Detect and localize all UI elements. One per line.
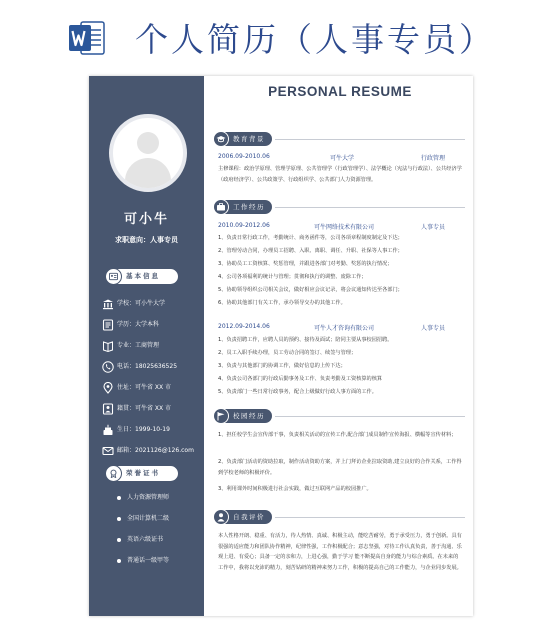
info-value: 可牛省 XX 市	[135, 384, 172, 391]
info-email	[102, 444, 194, 458]
info-value: 大学本科	[135, 321, 160, 328]
info-label: 学历：	[117, 321, 136, 328]
birthday-icon	[102, 424, 114, 436]
duty-item: 2、员工入职手续办理，员工劳动合同的签订、续签与管理；	[218, 350, 357, 356]
education-courses: 主修课程：政治学原理、管理学原理、公共管理学（行政管理学）、法学概论（宪法与行政法）、公共经济学（政府经济学）、公共政策学、行政组织学、公共部门人力资源管理。	[218, 166, 462, 183]
self-eval-label: 自我评价	[233, 513, 265, 521]
certificate-item	[117, 534, 163, 543]
info-value: 工商管理	[135, 342, 160, 349]
info-label: 籍贯：	[117, 405, 136, 412]
job-row	[218, 323, 468, 333]
campus-item: 2、负责部门活动的资助拉取，制作活动资助方案，并上门拜访企业拉取资助,建立良好的合作关系，工作得到学校老师的积极评价。	[218, 459, 462, 476]
job-company: 可牛网络技术有限公司	[314, 224, 375, 231]
phone-icon	[102, 361, 114, 373]
duty-item: 2、管理劳动合同，办理员工招聘、入职、离职、调任、升职、社保等人事工作；	[218, 248, 403, 254]
user-icon	[213, 509, 229, 525]
education-label: 教育背景	[233, 135, 265, 143]
campus-item: 3、利用课外时间积极进行社会实践，做过互联网产品的校园推广。	[218, 486, 372, 492]
certificate-label: 英语六级证书	[127, 536, 164, 543]
certificate-item	[117, 555, 169, 564]
education-school: 可牛大学	[330, 155, 355, 162]
info-phone	[102, 360, 177, 374]
major-icon	[102, 340, 114, 352]
duty-item: 1、负责日常行政工作，考勤统计、商务函件等，公司各项章程制度制定及下达；	[218, 235, 403, 241]
document-header	[0, 0, 560, 72]
info-address	[102, 381, 171, 395]
certificate-item	[117, 492, 169, 501]
info-value: 18025636525	[135, 363, 178, 370]
info-major	[102, 339, 159, 353]
resume-sidebar	[89, 76, 204, 616]
certificate-label: 人力资源管理师	[127, 494, 170, 501]
school-icon	[102, 298, 114, 310]
duty-item: 5、负责部门一些日常行政事务，配合上级做好行政人事方面的工作。	[218, 389, 377, 395]
self-eval-heading	[214, 510, 272, 524]
info-label: 学校：	[117, 300, 136, 307]
duty-item: 3、协助员工工资核算、奖惩管理，并跟进各部门对考勤、奖惩的执行情况；	[218, 261, 393, 267]
certificate-label: 全国计算机二级	[127, 515, 170, 522]
hometown-icon	[102, 403, 114, 415]
honor-heading	[106, 466, 178, 481]
divider	[275, 139, 465, 140]
info-value: 1999-10-19	[135, 426, 170, 433]
location-icon	[102, 382, 114, 394]
basic-info-heading	[106, 269, 178, 284]
award-icon	[105, 465, 122, 482]
info-school	[102, 297, 165, 311]
self-eval-text: 本人性格开朗、稳重、有活力，待人热情、真诚、积极主动，能吃苦耐劳，勇于承受压力，勇于创新。具有很强的适应能力和团队协作精神，纪律性强，工作积极配合；意志坚强，对待工作认真负责，善于沟通、乐观上进、有爱心；具备一定的亲和力，上进心强，勤于学习 能不断提高自身的能力与综合素质。在未来的工作中，我将以充沛的精力，刻苦钻研的精神来努力工作，积极的提高自己的工作能力，与企业同步发展。	[218, 533, 462, 571]
flag-icon	[213, 408, 229, 424]
duty-item: 1、负责招聘工作，应聘人员的预约、接待及面试；陪同主要从事校园招聘。	[218, 337, 393, 343]
info-label: 生日：	[117, 426, 136, 433]
email-icon	[102, 445, 114, 457]
resume-page	[89, 76, 473, 616]
education-major: 行政管理	[421, 155, 446, 162]
education-period: 2006.09-2010.06	[218, 153, 270, 160]
basic-info-label: 基本信息	[126, 272, 160, 280]
divider	[275, 416, 465, 417]
word-doc-icon	[68, 20, 106, 56]
info-label: 邮箱：	[117, 447, 136, 454]
campus-heading	[214, 409, 272, 423]
job-row	[218, 222, 468, 232]
person-card-icon	[105, 268, 122, 285]
info-value: 2021126@126.com	[135, 447, 194, 454]
campus-item: 1、担任校学生会宣传部干事，负责相关活动的宣传工作,配合部门成员制作宣传海报、横幅等宣传材料；	[218, 432, 457, 438]
certificate-item	[117, 513, 169, 522]
job-company: 可牛人才咨询有限公司	[314, 325, 375, 332]
resume-heading: PERSONAL RESUME	[268, 84, 412, 99]
avatar	[109, 114, 187, 192]
duty-item: 4、公司各项福利的统计与管理；贯彻和执行的调整、废除工作；	[218, 274, 367, 280]
job-intent: 求职意向：人事专员	[115, 236, 178, 244]
info-degree	[102, 318, 159, 332]
certificate-label: 普通话一级甲等	[127, 557, 170, 564]
education-row	[218, 153, 468, 163]
duty-item: 6、协助其他部门有关工作，承办领导交办的其他工作。	[218, 300, 346, 306]
graduation-cap-icon	[213, 131, 229, 147]
divider	[275, 207, 465, 208]
job-position: 人事专员	[421, 325, 446, 332]
info-label: 住址：	[117, 384, 136, 391]
info-hometown	[102, 402, 171, 416]
job-period: 2012.09-2014.06	[218, 323, 270, 330]
honor-label: 荣誉证书	[126, 469, 160, 477]
campus-label: 校园经历	[233, 412, 265, 420]
divider	[275, 517, 465, 518]
candidate-name: 可小牛	[123, 212, 169, 227]
duty-item: 5、协助领导组织公司相关会议，做好相应会议记录，将会议通知传达至各部门；	[218, 287, 403, 293]
work-label: 工作经历	[233, 203, 265, 211]
job-period: 2010.09-2012.06	[218, 222, 270, 229]
job-position: 人事专员	[421, 224, 446, 231]
info-value: 可牛省 XX 市	[135, 405, 172, 412]
duty-item: 4、负责公司各部门的行政后勤事务及工作、负责考勤及工资核算的核算	[218, 376, 383, 382]
info-value: 可小牛大学	[135, 300, 166, 307]
info-label: 专业：	[117, 342, 136, 349]
duty-item: 3、负责与其他部门的协调工作，做好信息的上传下达；	[218, 363, 346, 369]
info-birthday	[102, 423, 170, 437]
info-label: 电话：	[117, 363, 136, 370]
work-heading	[214, 200, 272, 214]
education-heading	[214, 132, 272, 146]
page-title: 个人简历（人事专员）	[135, 20, 495, 59]
degree-icon	[102, 319, 114, 331]
briefcase-icon	[213, 199, 229, 215]
